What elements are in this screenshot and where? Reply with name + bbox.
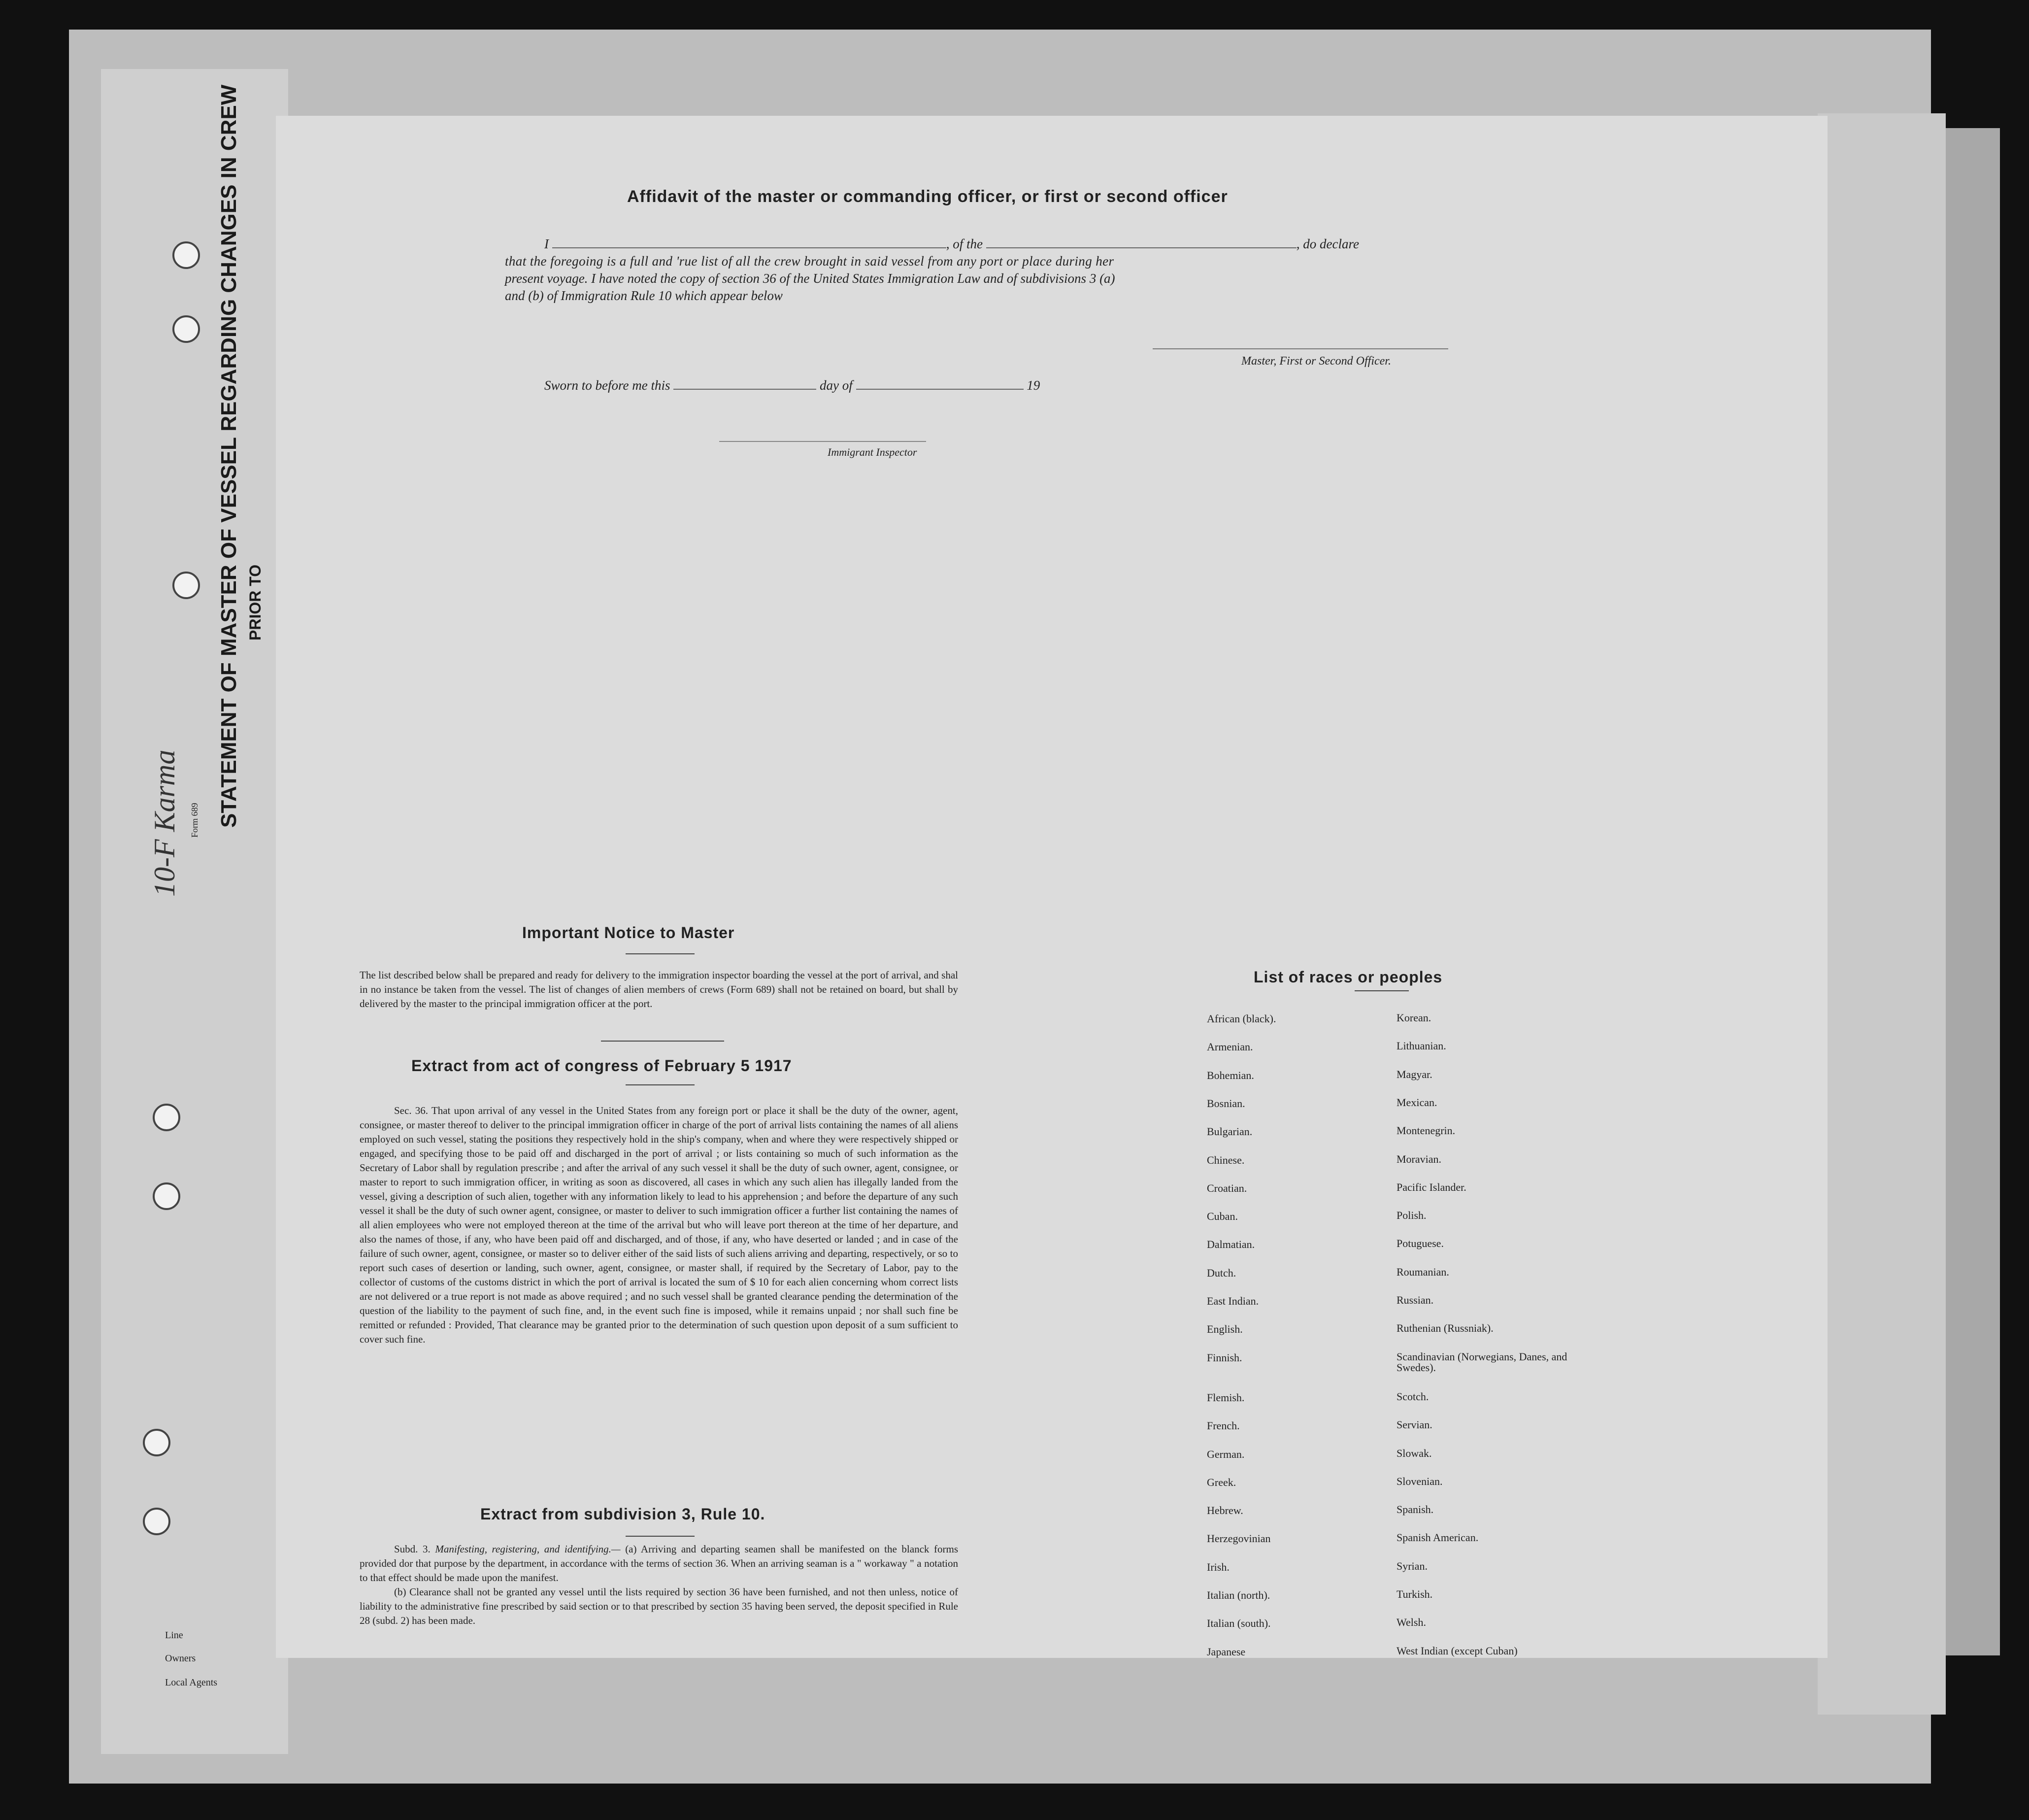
extract2-para-a bbox=[360, 1542, 958, 1585]
race-item: Servian. bbox=[1397, 1418, 1432, 1431]
binder-hole bbox=[172, 241, 200, 269]
race-item: Dutch. bbox=[1207, 1266, 1236, 1279]
race-item: Dalmatian. bbox=[1207, 1238, 1255, 1251]
sworn-line bbox=[544, 378, 1040, 393]
binder-hole bbox=[153, 1182, 180, 1210]
line-label: Line bbox=[165, 1630, 183, 1641]
extract1-title: Extract from act of congress of February 5 1917 bbox=[411, 1057, 792, 1075]
race-item: Irish. bbox=[1207, 1560, 1230, 1573]
race-item: Spanish American. bbox=[1397, 1531, 1479, 1544]
race-item: Cuban. bbox=[1207, 1210, 1238, 1223]
vessel-field[interactable] bbox=[986, 247, 1297, 248]
binder-hole bbox=[172, 572, 200, 599]
race-item: Moravian. bbox=[1397, 1152, 1442, 1165]
race-item: Syrian. bbox=[1397, 1559, 1428, 1572]
affidavit-line-4: and (b) of Immigration Rule 10 which appear below bbox=[505, 288, 783, 303]
extract2-text-a: (a) Arriving and departing seamen shall be manifested on the blanck forms provided dor that purpose by the department, in accordance with the terms of section 36. When an arriving seaman is a " workaway " a notation to that effect should be made upon the manifest. bbox=[360, 1543, 958, 1584]
extract1-underline bbox=[626, 1084, 695, 1085]
race-item: Bohemian. bbox=[1207, 1069, 1254, 1081]
affidavit-title: Affidavit of the master or commanding officer, or first or second officer bbox=[627, 187, 1228, 206]
race-item: Ruthenian (Russniak). bbox=[1397, 1322, 1494, 1335]
extract2-text bbox=[360, 1542, 958, 1628]
race-item: Spanish. bbox=[1397, 1503, 1434, 1516]
race-item: Mexican. bbox=[1397, 1096, 1437, 1109]
form-number-left: Form 689 bbox=[190, 803, 200, 838]
race-item: Slowak. bbox=[1397, 1447, 1432, 1459]
spine-title: STATEMENT OF MASTER OF VESSEL REGARDING CHANGES IN CREW bbox=[217, 84, 241, 828]
race-item: Lithuanian. bbox=[1397, 1040, 1446, 1052]
binder-hole bbox=[143, 1508, 170, 1535]
name-field[interactable] bbox=[552, 247, 946, 248]
extract1-sec-label: Sec. 36. bbox=[394, 1105, 429, 1116]
race-item: Greek. bbox=[1207, 1476, 1236, 1488]
race-item: Potuguese. bbox=[1397, 1237, 1444, 1250]
race-item: Welsh. bbox=[1397, 1616, 1426, 1629]
back-page-right bbox=[1818, 113, 1946, 1715]
race-item: Roumanian. bbox=[1397, 1265, 1449, 1278]
sworn-year: 19 bbox=[1027, 378, 1040, 393]
affidavit-i: I bbox=[544, 236, 549, 251]
race-item: Magyar. bbox=[1397, 1068, 1432, 1080]
race-item: Scotch. bbox=[1397, 1390, 1429, 1403]
sworn-day-of: day of bbox=[820, 378, 853, 393]
race-item: Montenegrin. bbox=[1397, 1124, 1456, 1137]
affidavit-line-3: present voyage. I have noted the copy of section 36 of the United States Immigration Law and of subdivisions 3 (a) bbox=[505, 271, 1115, 286]
race-item: Finnish. bbox=[1207, 1351, 1242, 1364]
races-underline bbox=[1355, 990, 1409, 991]
notice-text: The list described below shall be prepared and ready for delivery to the immigration inspector boarding the vessel at the port of arrival, and shal in no instance be taken from the vessel. The list of changes of alien members of crews (Form 689) shall not be retained on board, but shall by delivered by the master to the principal immigration officer at the port. bbox=[360, 969, 958, 1010]
race-item: Italian (south). bbox=[1207, 1617, 1271, 1630]
sworn-month-field[interactable] bbox=[856, 389, 1024, 390]
extract1-text bbox=[360, 1104, 958, 1347]
race-item: Chinese. bbox=[1207, 1153, 1245, 1166]
spine-subtitle: PRIOR TO bbox=[246, 564, 264, 640]
race-item: Turkish. bbox=[1397, 1588, 1433, 1600]
binder-hole bbox=[143, 1429, 170, 1456]
race-item: Japanese bbox=[1207, 1645, 1246, 1658]
affidavit-line-1 bbox=[544, 236, 1727, 252]
sworn-text: Sworn to before me this bbox=[544, 378, 670, 393]
race-item: Polish. bbox=[1397, 1209, 1427, 1222]
back-page-right-edge bbox=[1946, 128, 2000, 1655]
extract2-subd-heading: Manifesting, registering, and identifying.— bbox=[435, 1543, 621, 1555]
race-item: French. bbox=[1207, 1419, 1240, 1432]
race-item: Russian. bbox=[1397, 1294, 1434, 1306]
affidavit-declare: , do declare bbox=[1296, 236, 1359, 251]
race-item: English. bbox=[1207, 1323, 1243, 1336]
notice-title: Important Notice to Master bbox=[522, 924, 735, 942]
race-item: Pacific Islander. bbox=[1397, 1180, 1466, 1193]
inspector-line bbox=[719, 441, 926, 442]
race-item: Italian (north). bbox=[1207, 1589, 1270, 1601]
binder-hole bbox=[172, 315, 200, 343]
affidavit-of-the: , of the bbox=[946, 236, 983, 251]
signature-label: Master, First or Second Officer. bbox=[1241, 355, 1391, 368]
race-item: Herzegovinian bbox=[1207, 1532, 1271, 1545]
sworn-day-field[interactable] bbox=[673, 389, 816, 390]
extract2-subd-label: Subd. 3. bbox=[394, 1543, 431, 1555]
races-title: List of races or peoples bbox=[1254, 968, 1443, 986]
race-item: Bulgarian. bbox=[1207, 1125, 1253, 1138]
race-item: East Indian. bbox=[1207, 1295, 1259, 1307]
race-item: German. bbox=[1207, 1448, 1245, 1460]
owners-label: Owners bbox=[165, 1653, 196, 1664]
extract2-para-b: (b) Clearance shall not be granted any vessel until the lists required by section 36 have been furnished, and not then unless, notice of liability to the administrative fine prescribed by said section or to that prescribed by section 35 having been served, the deposit specified in Rule 28 (subd. 2) has been made. bbox=[360, 1586, 958, 1626]
notice-divider bbox=[601, 1041, 724, 1042]
race-item: Korean. bbox=[1397, 1011, 1431, 1024]
race-item: Armenian. bbox=[1207, 1041, 1253, 1053]
notice-title-underline bbox=[626, 953, 695, 954]
form-sheet bbox=[276, 116, 1828, 1658]
inspector-label: Immigrant Inspector bbox=[828, 446, 917, 458]
affidavit-line-2: that the foregoing is a full and 'rue list of all the crew brought in said vessel from any port or place during her bbox=[505, 254, 1114, 269]
signature-line bbox=[1153, 348, 1448, 349]
race-item: Hebrew. bbox=[1207, 1504, 1243, 1517]
race-item: West Indian (except Cuban) bbox=[1397, 1644, 1518, 1657]
race-item: Croatian. bbox=[1207, 1181, 1247, 1194]
handwritten-note: 10-F Karma bbox=[148, 749, 181, 897]
race-item: African (black). bbox=[1207, 1012, 1276, 1025]
race-item: Slovenian. bbox=[1397, 1475, 1443, 1487]
extract2-underline bbox=[626, 1536, 695, 1537]
binder-hole bbox=[153, 1104, 180, 1131]
race-item: Bosnian. bbox=[1207, 1097, 1245, 1110]
race-item: Scandinavian (Norwegians, Danes, and Swedes). bbox=[1397, 1350, 1567, 1374]
local-agents-label: Local Agents bbox=[165, 1677, 218, 1688]
race-item: Flemish. bbox=[1207, 1391, 1245, 1404]
extract2-title: Extract from subdivision 3, Rule 10. bbox=[480, 1505, 765, 1523]
extract1-body: That upon arrival of any vessel in the United States from any foreign port or place it shall be the duty of the owner, agent, consignee, or master thereof to deliver to the principal immigration officer in charge of the port of arrival lists containing the names of all aliens employed on such vessel, stating the positions they respectively hold in the ship's company, when and where they were respectively shipped or engaged, and specifying those to be paid off and discharged in the port of arrival ; or lists containing so much of such information as the Secretary of Labor shall by regulation prescribe ; and after the arrival of any such vessel it shall be the duty of such owner, agent, consignee, or master to report to such immigration officer, in writing as soon as discovered, all cases in which any such alien has illegally landed from the vessel, giving a description of such alien, together with any information likely to lead to his apprehension ; and before the departure of any such vessel it shall be the duty of such owner agent, consignee, or master to deliver to such immigration officer a further list containing the names of all alien employees who were not employed thereon at the time of the arrival but who will leave port thereon at the time of her departure, and also the names of those, if any, who have been paid off and discharged, and of those, if any, who have deserted or landed ; and in case of the failure of such owner, agent, consignee, or master so to deliver either of the said lists of such aliens arriving and departing, respectively, or so to report such cases of desertion or landing, such owner, agent, consignee, or master shall, if required by the Secretary of Labor, pay to the collector of customs of the customs district in which the port of arrival is located the sum of $ 10 for each alien concerning whom correct lists are not delivered or a true report is not made as above required ; and no such vessel shall be granted clearance pending the determination of the question of the liability to the payment of such fine, and, in the event such fine is imposed, while it remains unpaid ; nor shall such fine be remitted or refunded : Provided, That clearance may be granted prior to the determination of such question upon deposit of a sum sufficient to cover such fine. bbox=[360, 1105, 959, 1345]
